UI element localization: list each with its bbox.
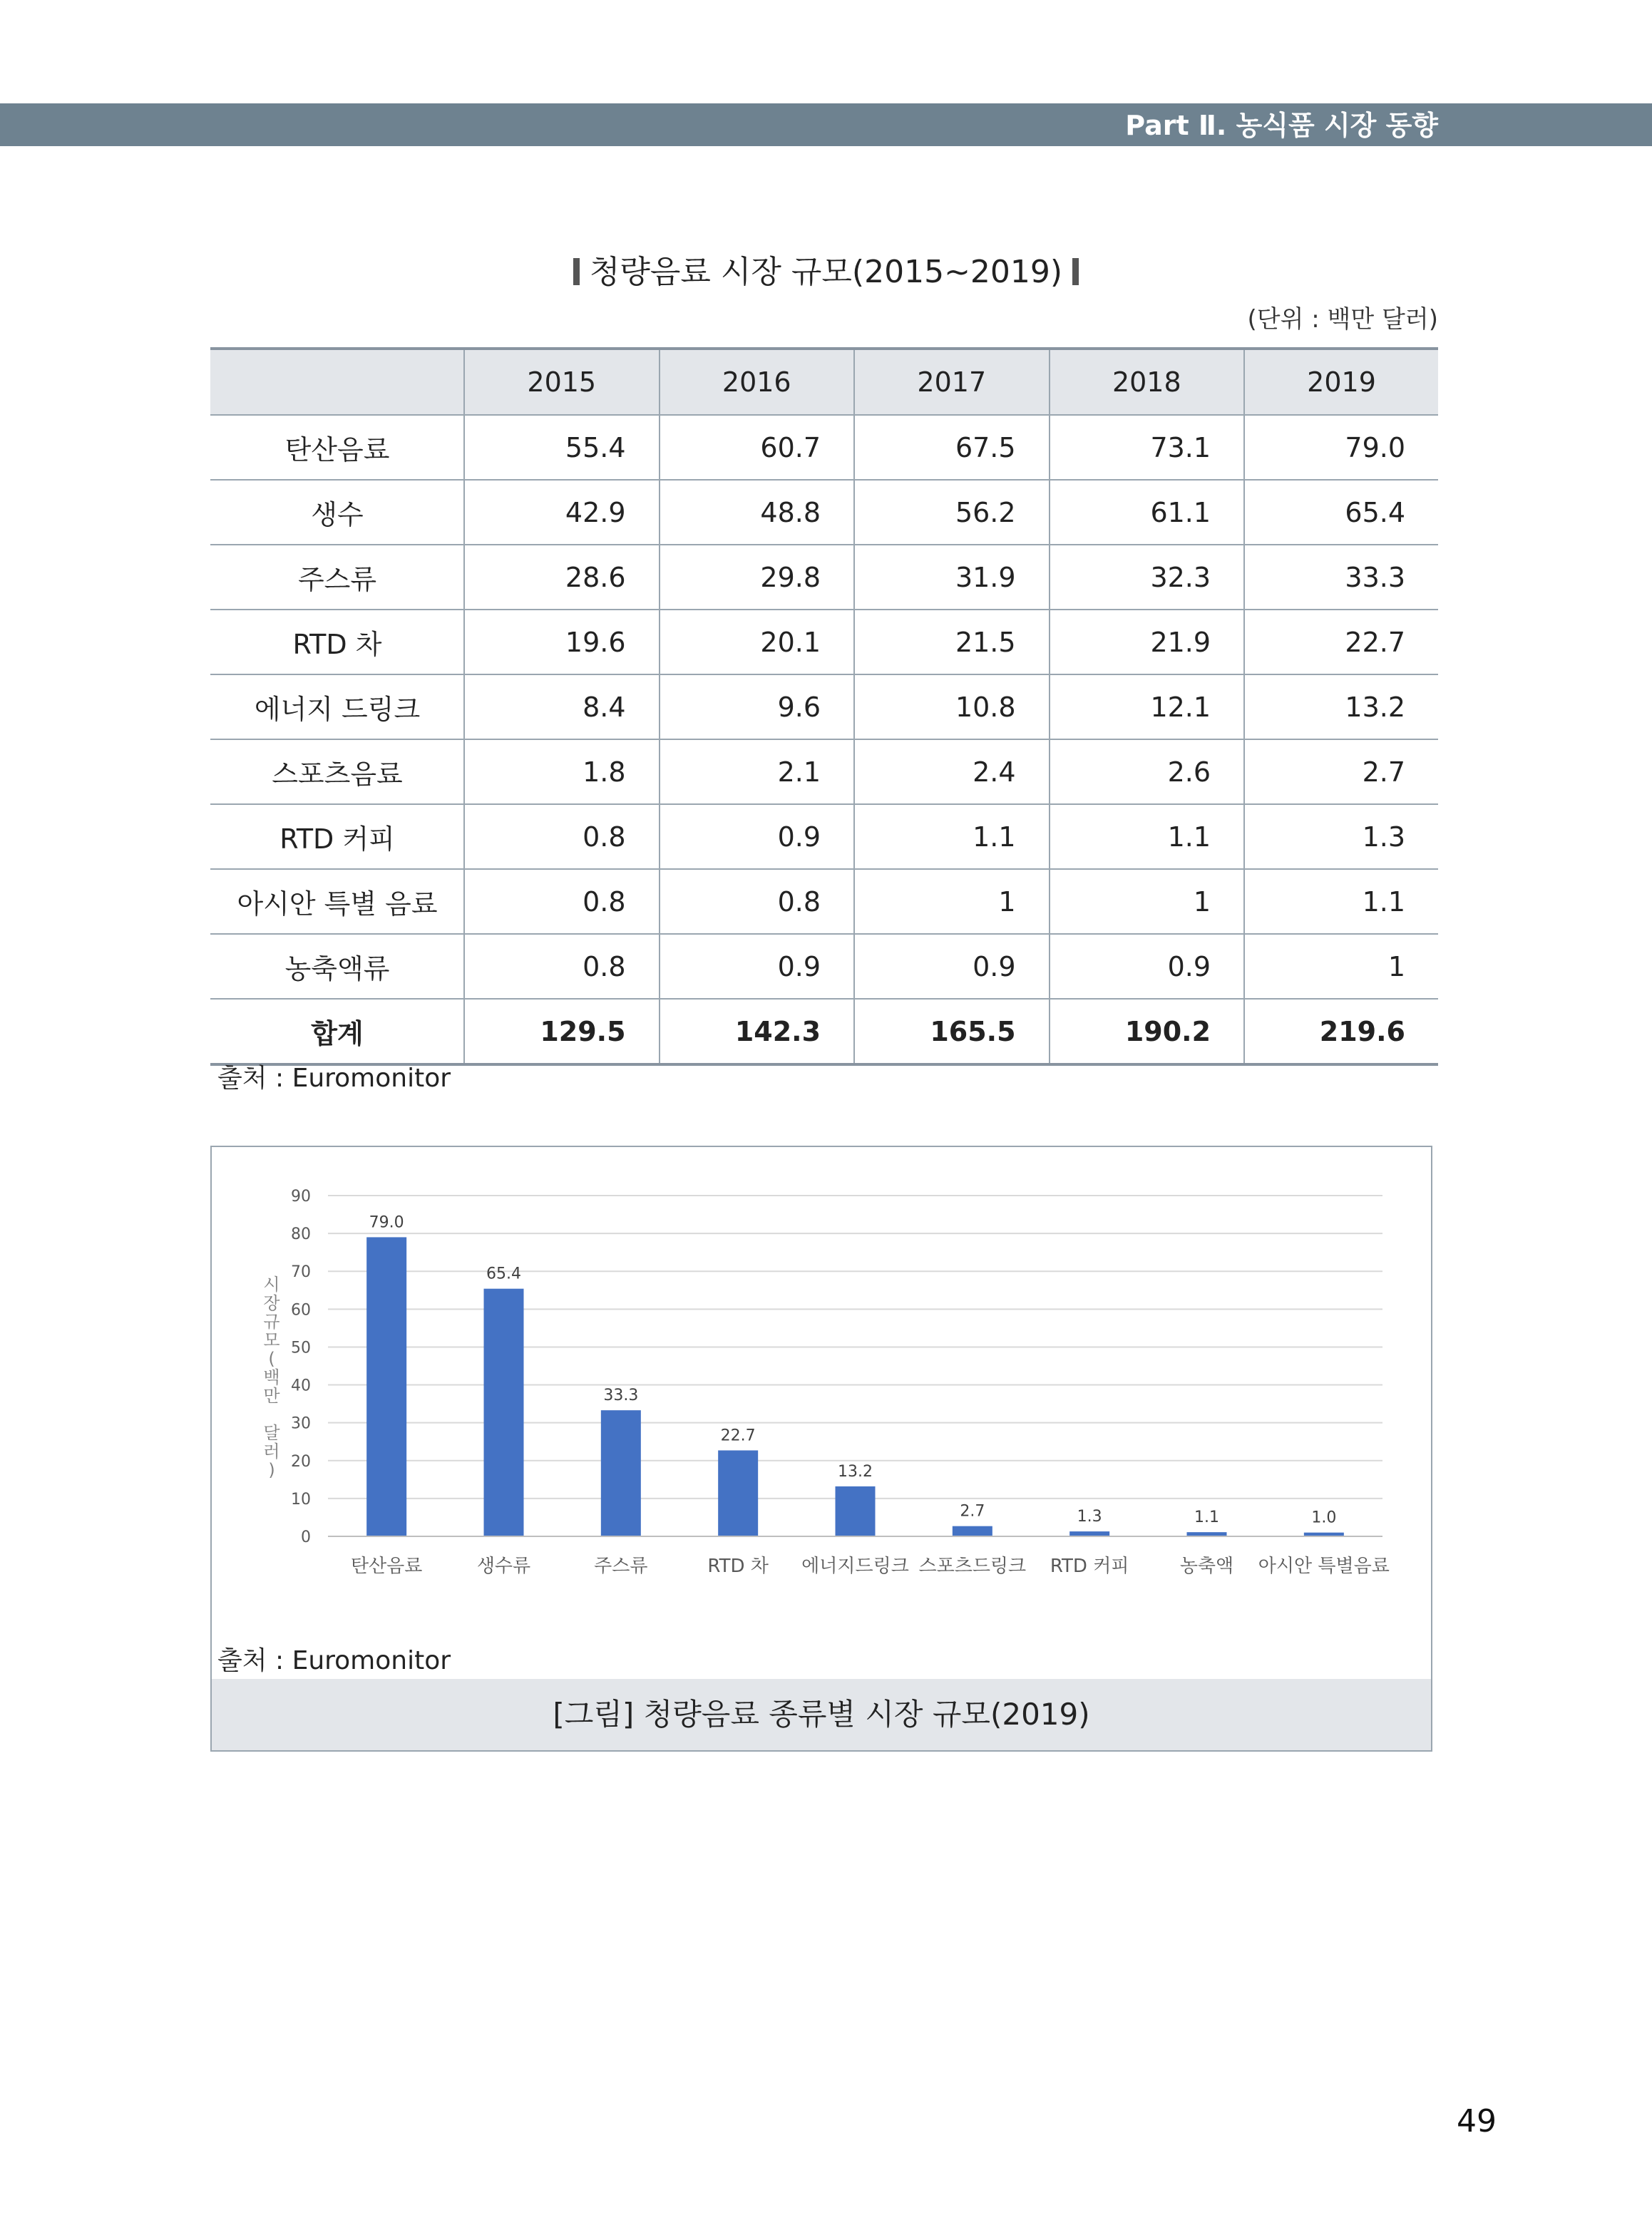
table-cell: 19.6 [464,610,660,674]
table-cell: 1.8 [464,739,660,804]
table-cell: 42.9 [464,480,660,545]
y-axis-label-char: ) [268,1460,275,1480]
table-cell: 2.6 [1050,739,1245,804]
figure-box [210,1146,1432,1752]
y-tick-label: 70 [291,1263,311,1282]
y-tick-label: 50 [291,1339,311,1357]
table-cell: 2.7 [1244,739,1438,804]
bar [484,1289,524,1536]
y-axis-label-char: ( [268,1349,275,1369]
title-bar-left [573,258,580,285]
y-axis-label-char: 백 [263,1367,280,1387]
table-cell: 1 [1050,869,1245,934]
bar-chart [212,1147,1431,1632]
table-cell: 0.9 [660,934,855,999]
y-tick-label: 10 [291,1490,311,1509]
x-tick-label: 탄산음료 [350,1556,423,1577]
table-cell: 67.5 [854,415,1050,480]
table-cell: 48.8 [660,480,855,545]
x-tick-label: 농축액 [1179,1556,1234,1577]
table-cell: 29.8 [660,545,855,610]
table-row [210,415,1438,480]
y-tick-label: 90 [291,1188,311,1206]
y-axis-label-char: 러 [263,1442,280,1461]
table-row [210,610,1438,674]
figure-caption: [그림] 청량음료 종류별 시장 규모(2019) [212,1679,1431,1750]
row-label: 주스류 [210,545,464,610]
table-cell: 1.3 [1244,804,1438,869]
table-cell: 73.1 [1050,415,1245,480]
bar [718,1450,758,1536]
table-row [210,934,1438,999]
y-tick-label: 0 [301,1529,311,1546]
table-cell: 0.8 [464,804,660,869]
x-tick-label: 스포츠드링크 [918,1556,1027,1577]
data-label: 1.0 [1311,1509,1337,1527]
row-label: RTD 커피 [210,804,464,869]
table-cell: 21.9 [1050,610,1245,674]
market-size-table [210,347,1438,1066]
table-cell: 10.8 [854,674,1050,739]
table-cell: 13.2 [1244,674,1438,739]
row-label: 아시안 특별 음료 [210,869,464,934]
table-cell: 65.4 [1244,480,1438,545]
data-label: 13.2 [838,1462,873,1481]
y-axis-label-char: 모 [263,1330,280,1350]
y-axis-label-char: 만 [263,1386,280,1406]
column-header: 2018 [1050,349,1245,415]
row-label: RTD 차 [210,610,464,674]
data-label: 22.7 [720,1427,756,1445]
bar [836,1486,876,1536]
table-cell: 1.1 [1050,804,1245,869]
table-cell: 31.9 [854,545,1050,610]
table-title [0,246,1652,292]
y-tick-label: 30 [291,1414,311,1433]
row-label: 에너지 드링크 [210,674,464,739]
table-row [210,480,1438,545]
total-label: 합계 [210,999,464,1064]
table-cell: 22.7 [1244,610,1438,674]
x-tick-label: 주스류 [594,1556,648,1577]
total-row [210,999,1438,1064]
table-cell: 0.8 [464,869,660,934]
x-tick-label: RTD 차 [707,1556,769,1577]
total-cell: 165.5 [854,999,1050,1064]
data-label: 1.1 [1194,1509,1219,1527]
row-label: 스포츠음료 [210,739,464,804]
total-cell: 219.6 [1244,999,1438,1064]
table-cell: 2.1 [660,739,855,804]
y-axis-label-char: 장 [263,1293,280,1313]
column-header: 2017 [854,349,1050,415]
row-label: 농축액류 [210,934,464,999]
bar [953,1526,992,1536]
y-axis-label-char: 시 [263,1275,280,1295]
table-cell: 55.4 [464,415,660,480]
bar [1069,1531,1109,1536]
column-header: 2019 [1244,349,1438,415]
table-row [210,739,1438,804]
x-tick-label: 에너지드링크 [801,1556,909,1577]
table-cell: 28.6 [464,545,660,610]
y-axis-label-char: 규 [263,1312,280,1332]
table-row [210,545,1438,610]
table-cell: 0.9 [1050,934,1245,999]
table-cell: 61.1 [1050,480,1245,545]
table-row [210,804,1438,869]
total-cell: 142.3 [660,999,855,1064]
y-tick-label: 20 [291,1452,311,1471]
table-cell: 0.9 [854,934,1050,999]
x-tick-label: 아시안 특별음료 [1258,1556,1390,1577]
table-source: 출처 : Euromonitor [217,1064,451,1093]
data-label: 65.4 [486,1265,521,1283]
section-header: Part Ⅱ. 농식품 시장 동향 [1125,110,1438,141]
table-cell: 1 [1244,934,1438,999]
table-unit: (단위 : 백만 달러) [1247,305,1438,334]
table-title-text: 청량음료 시장 규모(2015~2019) [589,254,1063,290]
x-tick-label: RTD 커피 [1050,1556,1129,1577]
table-cell: 32.3 [1050,545,1245,610]
table-cell: 8.4 [464,674,660,739]
page-number: 49 [1457,2103,1497,2139]
table-cell: 79.0 [1244,415,1438,480]
column-header: 2016 [660,349,855,415]
table-cell: 1 [854,869,1050,934]
total-cell: 190.2 [1050,999,1245,1064]
data-label: 1.3 [1077,1508,1102,1526]
table-row [210,674,1438,739]
y-tick-label: 40 [291,1377,311,1395]
row-label: 생수 [210,480,464,545]
total-cell: 129.5 [464,999,660,1064]
table-cell: 12.1 [1050,674,1245,739]
column-header: 2015 [464,349,660,415]
table-cell: 33.3 [1244,545,1438,610]
row-label: 탄산음료 [210,415,464,480]
data-label: 79.0 [369,1213,404,1232]
table-cell: 0.8 [660,869,855,934]
table-cell: 21.5 [854,610,1050,674]
table-cell: 56.2 [854,480,1050,545]
data-label: 33.3 [603,1387,639,1405]
table-cell: 60.7 [660,415,855,480]
table-header-row [210,349,1438,415]
y-tick-label: 60 [291,1301,311,1320]
bar [366,1237,406,1536]
title-bar-right [1072,258,1079,285]
table-row [210,869,1438,934]
table-cell: 0.9 [660,804,855,869]
table-cell: 20.1 [660,610,855,674]
x-tick-label: 생수류 [476,1556,531,1577]
table-cell: 9.6 [660,674,855,739]
column-header [210,349,464,415]
figure-source: 출처 : Euromonitor [217,1646,451,1675]
table-cell: 0.8 [464,934,660,999]
table-cell: 2.4 [854,739,1050,804]
table-cell: 1.1 [1244,869,1438,934]
y-axis-label-char: 달 [263,1423,280,1443]
data-label: 2.7 [960,1502,985,1521]
table-cell: 1.1 [854,804,1050,869]
y-tick-label: 80 [291,1226,311,1244]
bar [601,1410,641,1536]
